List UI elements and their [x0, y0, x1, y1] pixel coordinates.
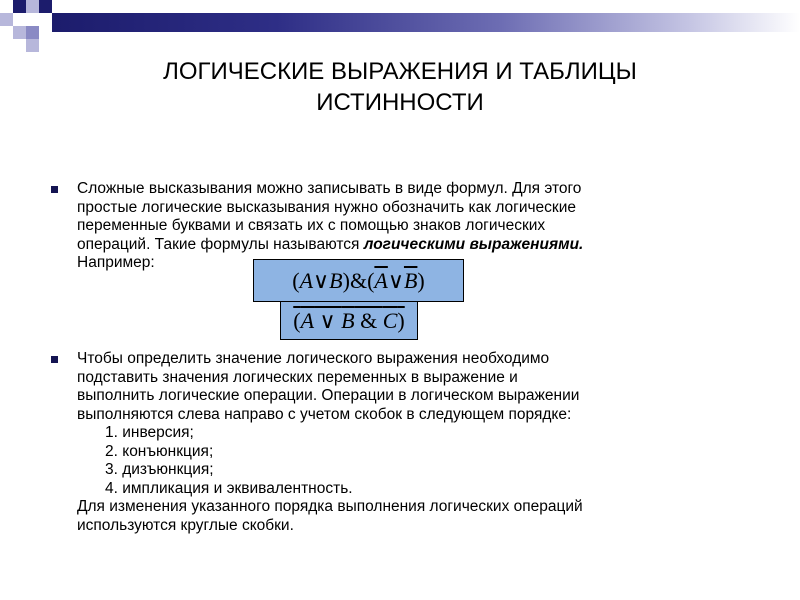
list-item: 4. импликация и эквивалентность. [105, 479, 353, 497]
formula-variable: B [341, 307, 355, 333]
negated-variable: $\overline{A}$ [374, 267, 388, 293]
decor-square [26, 0, 39, 13]
formula-token: ) [342, 267, 350, 293]
title-line: ИСТИННОСТИ [316, 89, 484, 116]
decor-square [26, 13, 39, 26]
text-line: выполняются слева направо с учетом скобок в следующем порядке: [77, 405, 572, 423]
header-gradient-bar [52, 13, 800, 32]
formula-box [253, 259, 464, 302]
text-span: операций. Такие формулы называются [77, 235, 364, 253]
or-symbol: ∨ [387, 267, 404, 293]
or-symbol: ∨ [313, 267, 330, 293]
title-line: ЛОГИЧЕСКИЕ ВЫРАЖЕНИЯ И ТАБЛИЦЫ [163, 58, 637, 85]
formula-token: ) [417, 267, 425, 293]
formula-variable: C [382, 307, 398, 333]
decor-square [13, 0, 26, 13]
decor-square [13, 26, 26, 39]
or-symbol: ∨ [314, 307, 342, 333]
formula-variable: A [299, 267, 314, 293]
text-line [77, 236, 777, 255]
text-line: Чтобы определить значение логического выражения необходимо [77, 350, 550, 367]
text-line: подставить значения логических переменных в выражение и [77, 368, 518, 386]
formula-token: ( [367, 267, 375, 293]
formula-variable: B [329, 267, 343, 293]
formula-box [280, 301, 418, 340]
text-line: Например: [77, 254, 155, 271]
bullet-marker [51, 186, 58, 193]
decor-square [26, 26, 39, 39]
paragraph-evaluation-order [77, 350, 777, 535]
and-symbol: & [354, 307, 383, 333]
text-line: Сложные высказывания можно записывать в виде формул. Для этого [77, 180, 582, 197]
negated-variable: $\overline{B}$ [403, 267, 418, 293]
bullet-marker [51, 356, 58, 363]
text-line: переменные буквами и связать их с помощью знаков логических [77, 217, 546, 234]
list-item: 2. конъюнкция; [105, 442, 214, 460]
decor-square [26, 39, 39, 52]
decor-square [39, 0, 52, 13]
formula-token: ) [397, 307, 405, 333]
list-item: 1. инверсия; [105, 424, 194, 441]
decor-square [0, 0, 13, 13]
slide-title [100, 56, 700, 118]
formula-token: ( [293, 307, 301, 333]
and-symbol: & [349, 267, 368, 293]
formula-token: ( [292, 267, 300, 293]
negated-expression [293, 308, 404, 334]
emphasis-term: логическими выражениями. [363, 235, 584, 253]
text-line: выполнить логические операции. Операции в логическом выражении [77, 387, 580, 404]
text-line: используются круглые скобки. [77, 516, 294, 534]
text-line: простые логические высказывания нужно обозначить как логические [77, 198, 576, 216]
formula-variable: A [300, 307, 315, 333]
list-item: 3. дизъюнкция; [105, 461, 214, 478]
text-line: Для изменения указанного порядка выполнения логических операций [77, 498, 583, 515]
decor-square [0, 13, 13, 26]
